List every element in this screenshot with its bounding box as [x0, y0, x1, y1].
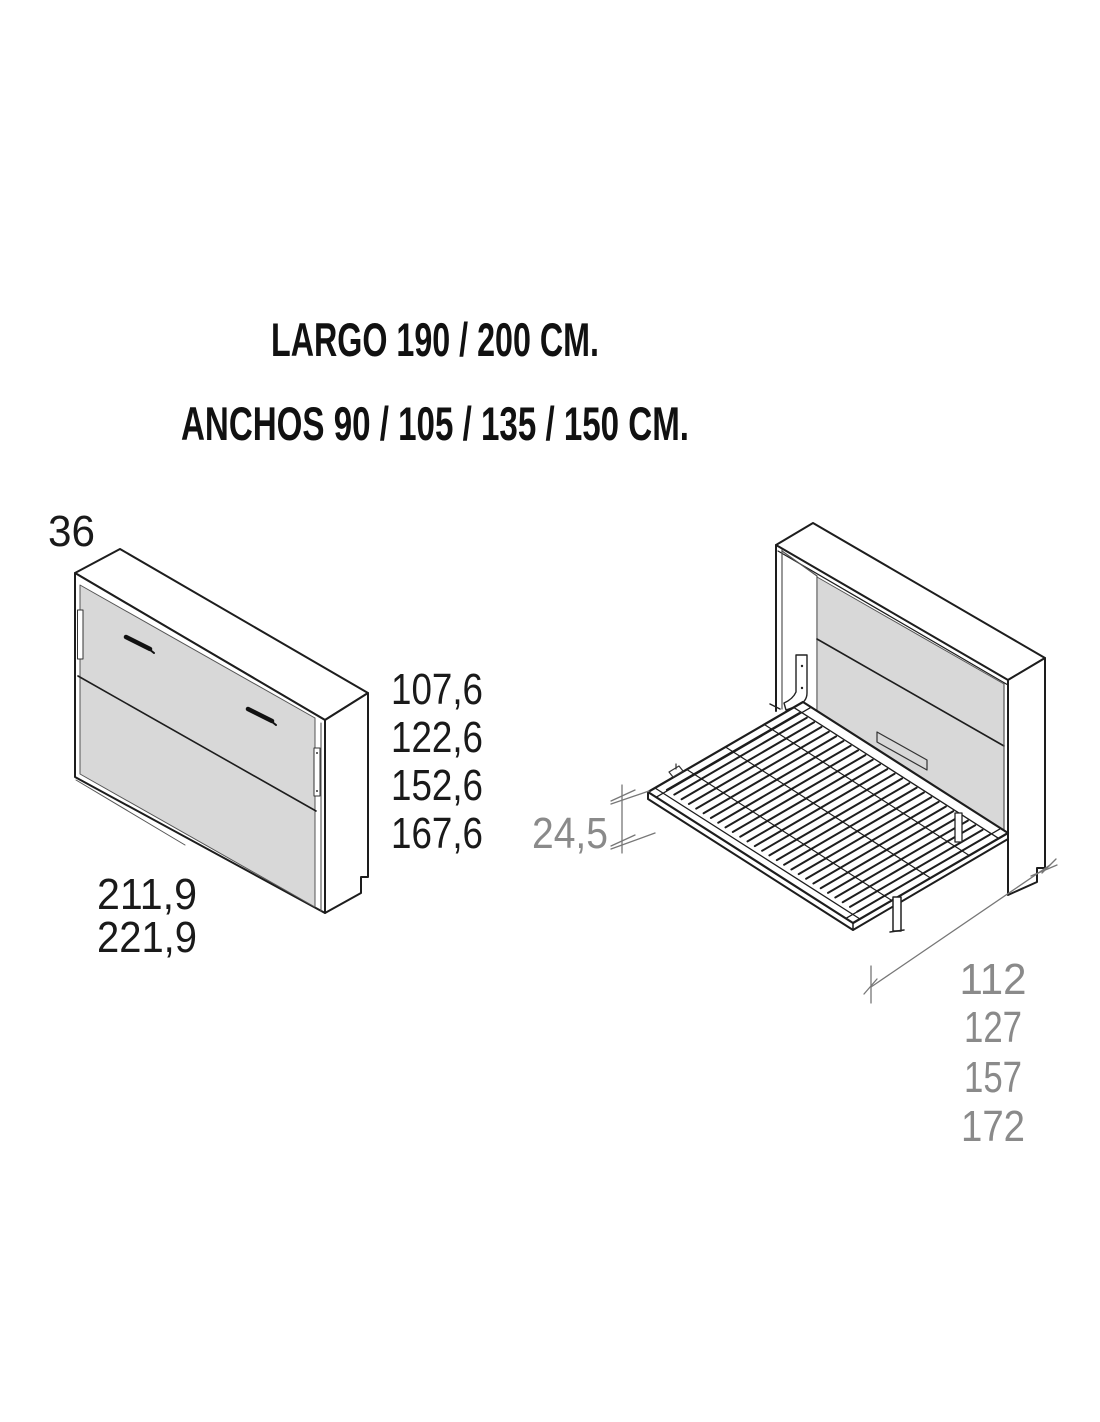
- title-line-anchos: ANCHOS 90 / 105 / 135 / 150 CM.: [181, 397, 689, 450]
- height-label-1: 107,6: [391, 665, 483, 714]
- depth-label-3: 157: [964, 1053, 1022, 1102]
- title-block: [181, 313, 689, 450]
- closed-bed-figure: [75, 549, 368, 913]
- height-label-2: 122,6: [391, 713, 483, 762]
- height-label-3: 152,6: [391, 761, 483, 810]
- open-bed-figure: [611, 523, 1057, 1003]
- depth-label-2: 127: [964, 1003, 1022, 1052]
- depth-label: 36: [48, 507, 95, 556]
- closed-bed-right-face: [325, 693, 368, 913]
- hinge-dot: [316, 790, 318, 792]
- depth-label-4: 172: [961, 1102, 1025, 1151]
- width-label-2: 221,9: [97, 913, 197, 962]
- hinge-plate-left: [78, 610, 84, 659]
- bed-strap-detail: [955, 813, 962, 842]
- thickness-label: 24,5: [532, 809, 608, 858]
- depth-label-1: 112: [959, 955, 1027, 1004]
- right-panel: [1008, 658, 1045, 895]
- hinge-plate-right: [314, 748, 320, 796]
- title-line-largo: LARGO 190 / 200 CM.: [271, 313, 599, 366]
- height-label-4: 167,6: [391, 809, 483, 858]
- hinge-dot: [316, 752, 318, 754]
- width-label-1: 211,9: [97, 870, 197, 919]
